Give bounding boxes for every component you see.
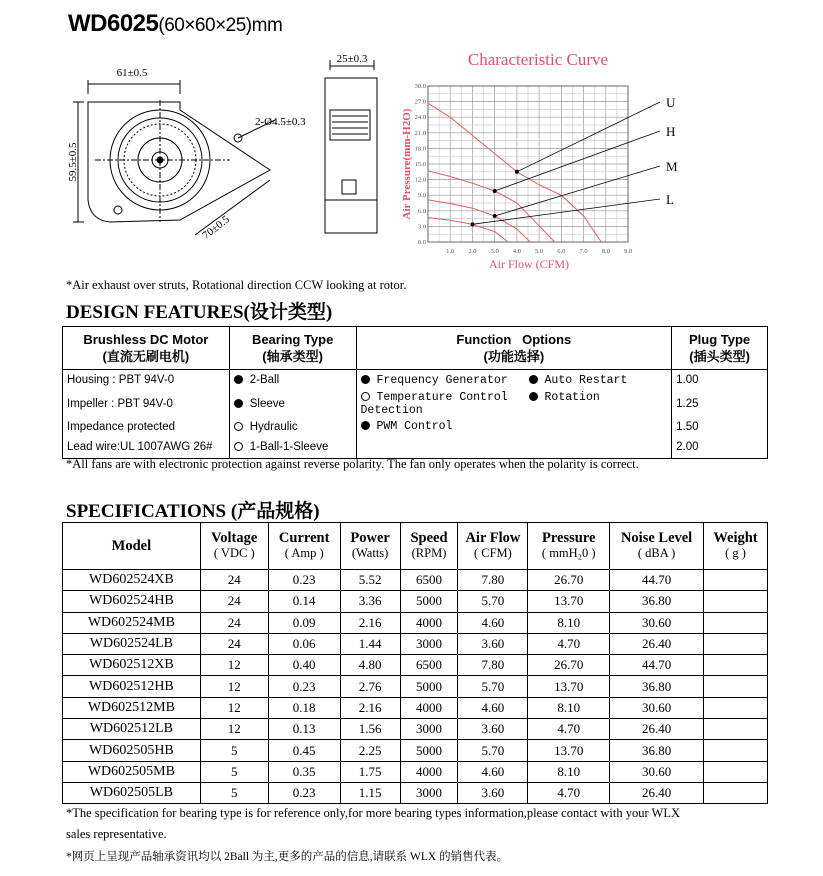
leader-line [495, 131, 660, 191]
spec-cell: 30.60 [610, 697, 704, 718]
function-option: Frequency Generator Auto Restart [356, 370, 672, 391]
y-tick-label: 21.0 [414, 129, 426, 137]
series-label: U [666, 95, 676, 110]
spec-cell: 2.16 [340, 697, 400, 718]
spec-cell: 5 [200, 782, 268, 803]
empty-dot-icon [234, 442, 243, 451]
dim-height: 59.5±0.5 [67, 142, 79, 182]
plug-option: 1.50 [672, 417, 768, 438]
spec-cell: 24 [200, 633, 268, 654]
side-view [325, 78, 377, 233]
model-cell: WD602505LB [63, 782, 201, 803]
spec-cell: 2.25 [340, 740, 400, 761]
spec-cell: 6500 [400, 655, 458, 676]
specifications-table [62, 522, 768, 804]
spec-cell: 0.23 [268, 676, 340, 697]
characteristic-curve-chart [398, 44, 698, 276]
model-size: (60×60×25)mm [158, 15, 283, 36]
polarity-note: *All fans are with electronic protection against reverse polarity. The fan only operates when the polarity is correct. [66, 457, 639, 471]
curve-M [428, 200, 530, 242]
spec-cell [703, 740, 767, 761]
mount-hole [114, 206, 122, 214]
spec-cell: 0.13 [268, 719, 340, 740]
spec-cell: 44.70 [610, 570, 704, 591]
spec-header: Model [63, 523, 201, 570]
plug-option: 1.00 [672, 370, 768, 391]
spec-cell: 0.09 [268, 612, 340, 633]
empty-dot-icon [361, 392, 370, 401]
filled-dot-icon [234, 399, 243, 408]
model-cell: WD602512XB [63, 655, 201, 676]
spec-cell: 26.40 [610, 719, 704, 740]
x-tick-label: 8.0 [601, 248, 610, 255]
spec-cell: 4000 [400, 612, 458, 633]
table-row [63, 740, 768, 761]
spec-cell: 26.40 [610, 782, 704, 803]
spec-cell: 12 [200, 697, 268, 718]
spec-cell: 36.80 [610, 740, 704, 761]
spec-cell: 4.70 [528, 782, 610, 803]
table-row [63, 570, 768, 591]
design-features-table [62, 326, 768, 459]
design-features-heading: DESIGN FEATURES(设计类型) [66, 302, 333, 323]
x-tick-label: 9.0 [623, 248, 633, 255]
spec-cell [703, 633, 767, 654]
spec-cell: 26.40 [610, 633, 704, 654]
model-cell: WD602505MB [63, 761, 201, 782]
spec-cell [703, 655, 767, 676]
page-title [68, 10, 282, 38]
model-cell: WD602524HB [63, 591, 201, 612]
y-tick-label: 15.0 [414, 161, 426, 168]
model-cell: WD602512LB [63, 719, 201, 740]
spec-cell: 26.70 [528, 570, 610, 591]
x-tick-label: 3.0 [490, 248, 499, 255]
spec-cell: 1.56 [340, 719, 400, 740]
spec-cell: 0.40 [268, 655, 340, 676]
y-tick-label: 6.0 [417, 207, 426, 215]
y-tick-label: 18.0 [414, 145, 426, 153]
spec-cell: 4000 [400, 761, 458, 782]
spec-cell: 7.80 [458, 570, 528, 591]
spec-cell: 5000 [400, 740, 458, 761]
spec-cell: 0.06 [268, 633, 340, 654]
spec-cell: 8.10 [528, 697, 610, 718]
chart-ylabel: Air Pressure(mm-H2O) [401, 108, 413, 220]
spec-cell: 13.70 [528, 591, 610, 612]
bearing-option: 2-Ball [229, 370, 356, 391]
spec-cell: 12 [200, 719, 268, 740]
curve-point [493, 214, 497, 218]
spec-cell: 4.60 [458, 612, 528, 633]
table-row [63, 719, 768, 740]
spec-cell [703, 612, 767, 633]
spec-cell: 1.44 [340, 633, 400, 654]
spec-header: Power (Watts) [340, 523, 400, 570]
spec-cell: 2.76 [340, 676, 400, 697]
spec-cell: 30.60 [610, 761, 704, 782]
spec-cell [703, 782, 767, 803]
plug-option: 1.25 [672, 391, 768, 417]
chart-title: Characteristic Curve [467, 50, 609, 69]
table-row [63, 761, 768, 782]
table-row [63, 591, 768, 612]
y-tick-label: 27.0 [414, 98, 426, 106]
spec-cell: 3000 [400, 633, 458, 654]
spec-header: Speed (RPM) [400, 523, 458, 570]
motor-spec: Lead wire:UL 1007AWG 26# [63, 437, 230, 458]
filled-dot-icon [361, 375, 370, 384]
spec-cell: 1.75 [340, 761, 400, 782]
spec-cell: 5.70 [458, 591, 528, 612]
function-header: Function Options (功能选择) [356, 327, 672, 370]
spec-cell: 44.70 [610, 655, 704, 676]
x-tick-label: 7.0 [579, 248, 588, 255]
bearing-option: Hydraulic [229, 417, 356, 438]
spec-cell: 26.70 [528, 655, 610, 676]
spec-cell: 0.45 [268, 740, 340, 761]
spec-cell: 24 [200, 612, 268, 633]
y-tick-label: 3.0 [417, 223, 426, 231]
motor-header: Brushless DC Motor (直流无刷电机) [63, 327, 230, 370]
model-cell: WD602512MB [63, 697, 201, 718]
x-tick-label: 6.0 [557, 248, 566, 255]
motor-spec: Housing : PBT 94V-0 [63, 370, 230, 391]
table-row [63, 676, 768, 697]
x-tick-label: 1.0 [446, 248, 455, 255]
dim-depth: 25±0.3 [336, 53, 368, 65]
spec-cell: 5000 [400, 591, 458, 612]
dim-diagonal: 70±0.5 [200, 213, 232, 242]
bearing-option: Sleeve [229, 391, 356, 417]
curve-point [470, 222, 474, 226]
spec-cell: 4.60 [458, 697, 528, 718]
spec-cell: 7.80 [458, 655, 528, 676]
filled-dot-icon [361, 421, 370, 430]
table-row [63, 655, 768, 676]
model-cell: WD602505HB [63, 740, 201, 761]
spec-header: Weight ( g ) [703, 523, 767, 570]
chart-grid [428, 86, 628, 242]
spec-cell: 24 [200, 570, 268, 591]
spec-cell: 0.23 [268, 782, 340, 803]
housing-outline [88, 102, 270, 222]
spec-cell: 5 [200, 761, 268, 782]
spec-cell: 5.70 [458, 676, 528, 697]
spec-cell: 8.10 [528, 761, 610, 782]
spec-cell: 13.70 [528, 676, 610, 697]
spec-cell: 3.60 [458, 782, 528, 803]
spec-cell: 0.23 [268, 570, 340, 591]
leader-line [517, 102, 660, 172]
spec-cell [703, 697, 767, 718]
model-cell: WD602524LB [63, 633, 201, 654]
empty-dot-icon [234, 422, 243, 431]
spec-cell: 36.80 [610, 591, 704, 612]
spec-cell: 6500 [400, 570, 458, 591]
function-option: Temperature Control Rotation Detection [356, 391, 672, 417]
spec-cell: 4.80 [340, 655, 400, 676]
spec-cell [703, 761, 767, 782]
x-tick-label: 4.0 [512, 248, 521, 255]
filled-dot-icon [529, 392, 538, 401]
spec-cell [703, 676, 767, 697]
function-option: PWM Control [356, 417, 672, 438]
model-series: WD6025 [68, 10, 159, 37]
filled-dot-icon [529, 375, 538, 384]
spec-cell: 0.14 [268, 591, 340, 612]
bearing-note-line2: sales representative. [66, 827, 167, 841]
spec-cell: 5.70 [458, 740, 528, 761]
y-tick-label: 9.0 [417, 192, 426, 200]
dim-holes: 2-Ø4.5±0.3 [255, 116, 306, 128]
table-row [63, 782, 768, 803]
spec-cell: 3.60 [458, 633, 528, 654]
spec-cell: 5.52 [340, 570, 400, 591]
spec-cell: 4.60 [458, 761, 528, 782]
spec-cell: 30.60 [610, 612, 704, 633]
spec-cell: 2.16 [340, 612, 400, 633]
motor-spec: Impedance protected [63, 417, 230, 438]
spec-cell: 3.36 [340, 591, 400, 612]
spec-cell [703, 570, 767, 591]
spec-cell: 12 [200, 676, 268, 697]
spec-cell: 3000 [400, 782, 458, 803]
spec-cell: 4000 [400, 697, 458, 718]
y-tick-label: 24.0 [414, 114, 426, 122]
table-row [63, 612, 768, 633]
exhaust-note: *Air exhaust over struts, Rotational direction CCW looking at rotor. [66, 278, 407, 292]
chart-xlabel: Air Flow (CFM) [488, 257, 570, 271]
x-tick-label: 5.0 [535, 248, 544, 255]
table-row [63, 633, 768, 654]
curve-point [515, 170, 519, 174]
plug-option: 2.00 [672, 437, 768, 458]
y-tick-label: 12.0 [414, 176, 426, 184]
bearing-note-line1: *The specification for bearing type is for reference only,for more bearing types information,please contact with your WLX [66, 806, 681, 820]
bearing-header: Bearing Type (轴承类型) [229, 327, 356, 370]
spec-cell: 0.35 [268, 761, 340, 782]
curve-point [493, 189, 497, 193]
curve-H [428, 171, 555, 242]
specifications-heading: SPECIFICATIONS (产品规格) [66, 501, 320, 522]
spec-cell: 4.70 [528, 633, 610, 654]
dim-width: 61±0.5 [116, 67, 148, 79]
motor-spec: Impeller : PBT 94V-0 [63, 391, 230, 417]
spec-cell: 8.10 [528, 612, 610, 633]
spec-header: Noise Level ( dBA ) [610, 523, 704, 570]
y-tick-label: 0.0 [417, 239, 426, 246]
plug-header: Plug Type (插头类型) [672, 327, 768, 370]
filled-dot-icon [234, 375, 243, 384]
spec-cell: 4.70 [528, 719, 610, 740]
spec-cell: 13.70 [528, 740, 610, 761]
spec-header: Pressure ( mmH₂0 ) [528, 523, 610, 570]
spec-cell: 3.60 [458, 719, 528, 740]
table-row [63, 697, 768, 718]
series-label: H [666, 124, 676, 139]
mechanical-drawing [67, 50, 395, 275]
spec-cell: 5 [200, 740, 268, 761]
series-label: M [666, 159, 678, 174]
spec-cell: 36.80 [610, 676, 704, 697]
x-tick-label: 2.0 [468, 248, 477, 255]
spec-header: Voltage ( VDC ) [200, 523, 268, 570]
spec-header: Air Flow ( CFM) [458, 523, 528, 570]
spec-cell: 0.18 [268, 697, 340, 718]
spec-cell: 1.15 [340, 782, 400, 803]
model-cell: WD602524MB [63, 612, 201, 633]
spec-cell: 3000 [400, 719, 458, 740]
series-label: L [666, 192, 674, 207]
model-cell: WD602524XB [63, 570, 201, 591]
spec-cell [703, 719, 767, 740]
spec-cell [703, 591, 767, 612]
model-cell: WD602512HB [63, 676, 201, 697]
spec-cell: 12 [200, 655, 268, 676]
bearing-option: 1-Ball-1-Sleeve [229, 437, 356, 458]
bearing-note-cn: *网页上呈现产品轴承资讯均以 2Ball 为主,更多的产品的信息,请联系 WLX 的销售代表。 [66, 851, 509, 863]
spec-cell: 5000 [400, 676, 458, 697]
spec-header: Current ( Amp ) [268, 523, 340, 570]
y-tick-label: 30.0 [414, 83, 426, 90]
spec-cell: 24 [200, 591, 268, 612]
